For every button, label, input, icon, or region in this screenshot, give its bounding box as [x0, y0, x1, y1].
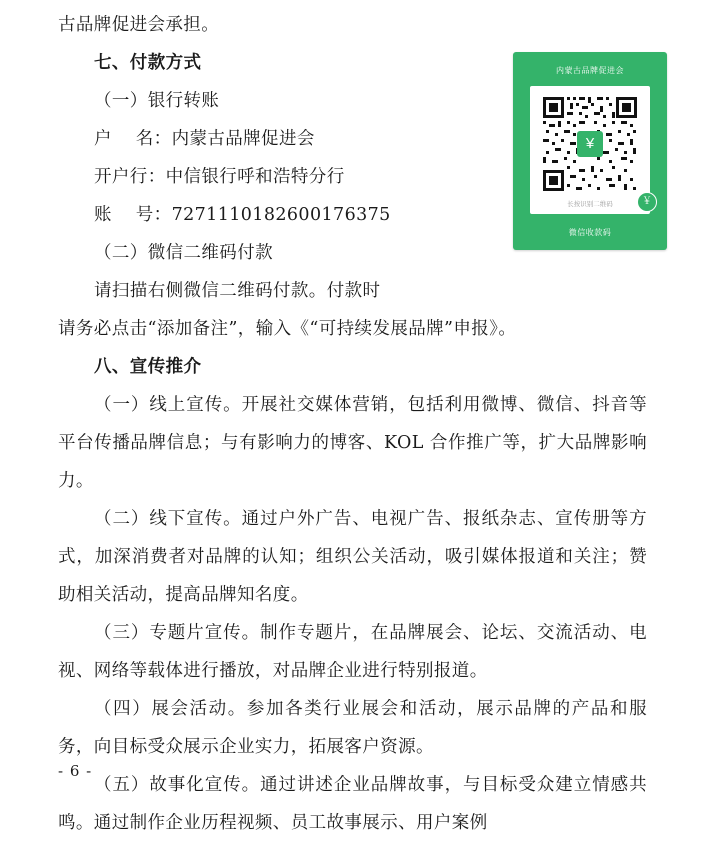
wechat-pay-badge-icon: ￥ — [637, 192, 657, 212]
qr-card-title: 内蒙古品牌促进会 — [556, 66, 624, 75]
page-number: - 6 - — [58, 762, 93, 780]
section-8-item-3: （三）专题片宣传。制作专题片，在品牌展会、论坛、交流活动、电视、网络等载体进行播放，对品牌企业进行特别报道。 — [58, 623, 647, 681]
account-name-value: 内蒙古品牌促进会 — [171, 129, 315, 149]
payment-note-line-1: 请扫描右侧微信二维码付款。付款时 — [94, 281, 381, 301]
section-8-item-4: （四）展会活动。参加各类行业展会和活动，展示品牌的产品和服务，向目标受众展示企业实力，拓展客户资源。 — [58, 699, 647, 757]
section-8-item-1: （一）线上宣传。开展社交媒体营销，包括利用微博、微信、抖音等平台传播品牌信息；与有影响力的博客、KOL 合作推广等，扩大品牌影响力。 — [58, 395, 647, 491]
qr-caption: 长按识别二维码 — [567, 201, 613, 208]
document-body — [58, 0, 647, 842]
section-7-heading: 七、付款方式 — [94, 53, 202, 73]
continuation-line: 古品牌促进会承担。 — [58, 15, 220, 35]
qr-footer-label: 微信收款码 — [568, 228, 612, 237]
account-name-row — [58, 120, 438, 158]
payment-note-line-2: 请务必点击“添加备注”，输入《“可持续发展品牌”申报》。 — [58, 319, 517, 339]
bank-label: 开户行： — [94, 167, 166, 187]
account-number-value: 7271110182600176375 — [171, 205, 391, 225]
section-7-sub-2: （二）微信二维码付款 — [94, 243, 273, 263]
account-name-label: 户 名： — [94, 129, 172, 149]
section-7-bank-block — [58, 82, 438, 310]
section-8-heading: 八、宣传推介 — [94, 357, 202, 377]
section-7-sub-1: （一）银行转账 — [94, 91, 220, 111]
account-number-label: 账 号： — [94, 205, 172, 225]
rmb-symbol-icon: ¥ — [577, 131, 603, 157]
bank-row — [58, 158, 438, 196]
account-number-row — [58, 196, 438, 234]
bank-value: 中信银行呼和浩特分行 — [165, 167, 345, 187]
section-8-item-5: （五）故事化宣传。通过讲述企业品牌故事，与目标受众建立情感共鸣。通过制作企业历程视频、员工故事展示、用户案例 — [58, 775, 647, 833]
section-8-item-2: （二）线下宣传。通过户外广告、电视广告、报纸杂志、宣传册等方式，加深消费者对品牌的认知；组织公关活动，吸引媒体报道和关注；赞助相关活动，提高品牌知名度。 — [58, 509, 647, 605]
